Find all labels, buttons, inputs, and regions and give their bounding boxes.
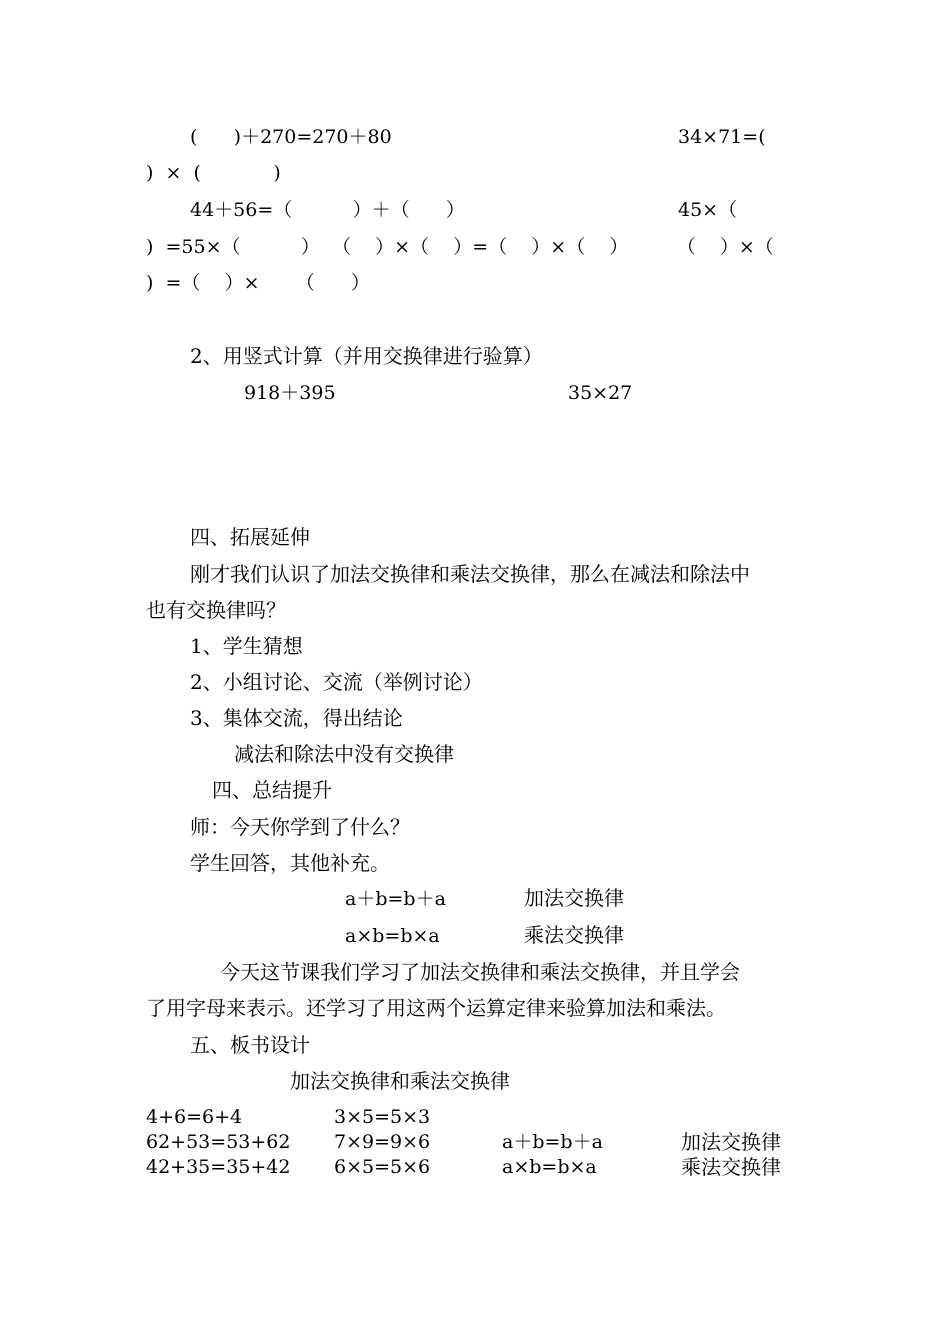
fill-blank-eq3-continuation: ) =（ ）× （ ）: [146, 272, 370, 294]
extension-heading: 四、拓展延伸: [190, 525, 310, 549]
board-col1-row3: 42+35=35+42: [146, 1156, 291, 1178]
board-col2-row1: 3×5=5×3: [334, 1106, 431, 1128]
fill-blank-eq2-left: 44＋56=（ ）＋（ ）: [190, 199, 465, 221]
extension-step-1: 1、学生猜想: [190, 634, 303, 658]
summary-paragraph-line-1: 今天这节课我们学习了加法交换律和乘法交换律，并且学会: [220, 960, 740, 984]
summary-name-multiplication: 乘法交换律: [524, 923, 624, 947]
fill-blank-eq2-continuation: ) =55×（ ） （ ）×（ ）=（ ）×（ ） （ ）×（: [146, 236, 774, 258]
board-col4-row2: 加法交换律: [681, 1130, 781, 1154]
extension-paragraph-line-2: 也有交换律吗？: [146, 598, 286, 622]
summary-teacher-question: 师：今天你学到了什么？: [190, 815, 410, 839]
vertical-calc-problem-2: 35×27: [568, 382, 633, 404]
fill-blank-eq1-left: ( )＋270=270＋80: [190, 126, 392, 148]
extension-paragraph-line-1: 刚才我们认识了加法交换律和乘法交换律，那么在减法和除法中: [190, 562, 750, 586]
vertical-calc-heading: 2、用竖式计算（并用交换律进行验算）: [190, 344, 543, 368]
board-col1-row2: 62+53=53+62: [146, 1131, 291, 1153]
board-heading: 五、板书设计: [190, 1033, 310, 1057]
vertical-calc-problem-1: 918＋395: [244, 382, 336, 404]
summary-formula-addition: a＋b=b＋a: [345, 888, 446, 910]
extension-step-3: 3、集体交流，得出结论: [190, 706, 403, 730]
board-col4-row3: 乘法交换律: [681, 1155, 781, 1179]
board-col3-row3: a×b=b×a: [502, 1156, 597, 1178]
fill-blank-eq2-right: 45×（: [678, 199, 738, 221]
fill-blank-eq1-right: 34×71=(: [678, 126, 766, 148]
summary-name-addition: 加法交换律: [524, 886, 624, 910]
board-col2-row3: 6×5=5×6: [334, 1156, 431, 1178]
extension-step-2: 2、小组讨论、交流（举例讨论）: [190, 670, 483, 694]
fill-blank-eq1-continuation: ) × ( ): [146, 162, 281, 184]
summary-heading: 四、总结提升: [212, 778, 332, 802]
board-col2-row2: 7×9=9×6: [334, 1131, 431, 1153]
board-col3-row2: a＋b=b＋a: [502, 1131, 603, 1153]
extension-conclusion: 减法和除法中没有交换律: [234, 742, 454, 766]
board-col1-row1: 4+6=6+4: [146, 1106, 243, 1128]
summary-paragraph-line-2: 了用字母来表示。还学习了用这两个运算定律来验算加法和乘法。: [146, 996, 726, 1020]
summary-student-response: 学生回答，其他补充。: [190, 851, 390, 875]
summary-formula-multiplication: a×b=b×a: [345, 925, 440, 947]
board-title: 加法交换律和乘法交换律: [290, 1069, 510, 1093]
